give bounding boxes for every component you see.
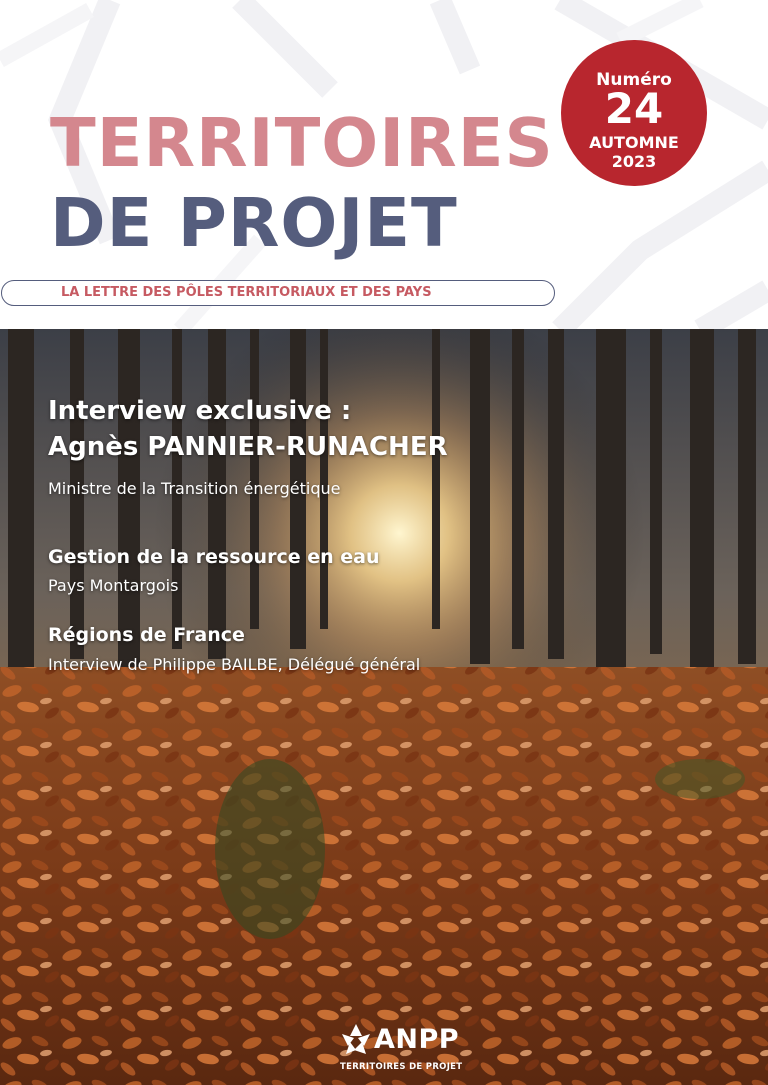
issue-label: Numéro [596, 70, 672, 90]
title-line-2: DE PROJET [50, 184, 458, 262]
headline-2-subtitle: Pays Montargois [48, 576, 179, 595]
headline-3-title: Régions de France [48, 624, 245, 646]
subtitle-text: LA LETTRE DES PÔLES TERRITORIAUX ET DES PAYS [61, 285, 432, 300]
anpp-star-icon [336, 1020, 376, 1060]
anpp-logo-name: ANPP [374, 1024, 460, 1055]
title-line-1: TERRITOIRES [50, 104, 554, 182]
issue-season: AUTOMNE [589, 133, 679, 152]
headline-1-line-1: Interview exclusive : [48, 396, 352, 426]
subtitle-banner [1, 280, 555, 306]
issue-badge [561, 40, 707, 186]
headline-1-subtitle: Ministre de la Transition énergétique [48, 479, 341, 498]
issue-year: 2023 [611, 152, 657, 171]
headline-2-title: Gestion de la ressource en eau [48, 546, 380, 568]
headline-3-subtitle: Interview de Philippe BAILBE, Délégué général [48, 655, 421, 674]
headline-1-line-2: Agnès PANNIER-RUNACHER [48, 432, 448, 462]
issue-number: 24 [604, 84, 664, 133]
anpp-logo-tagline: TERRITOIRES DE PROJET [340, 1062, 463, 1072]
anpp-logo [336, 1020, 472, 1080]
